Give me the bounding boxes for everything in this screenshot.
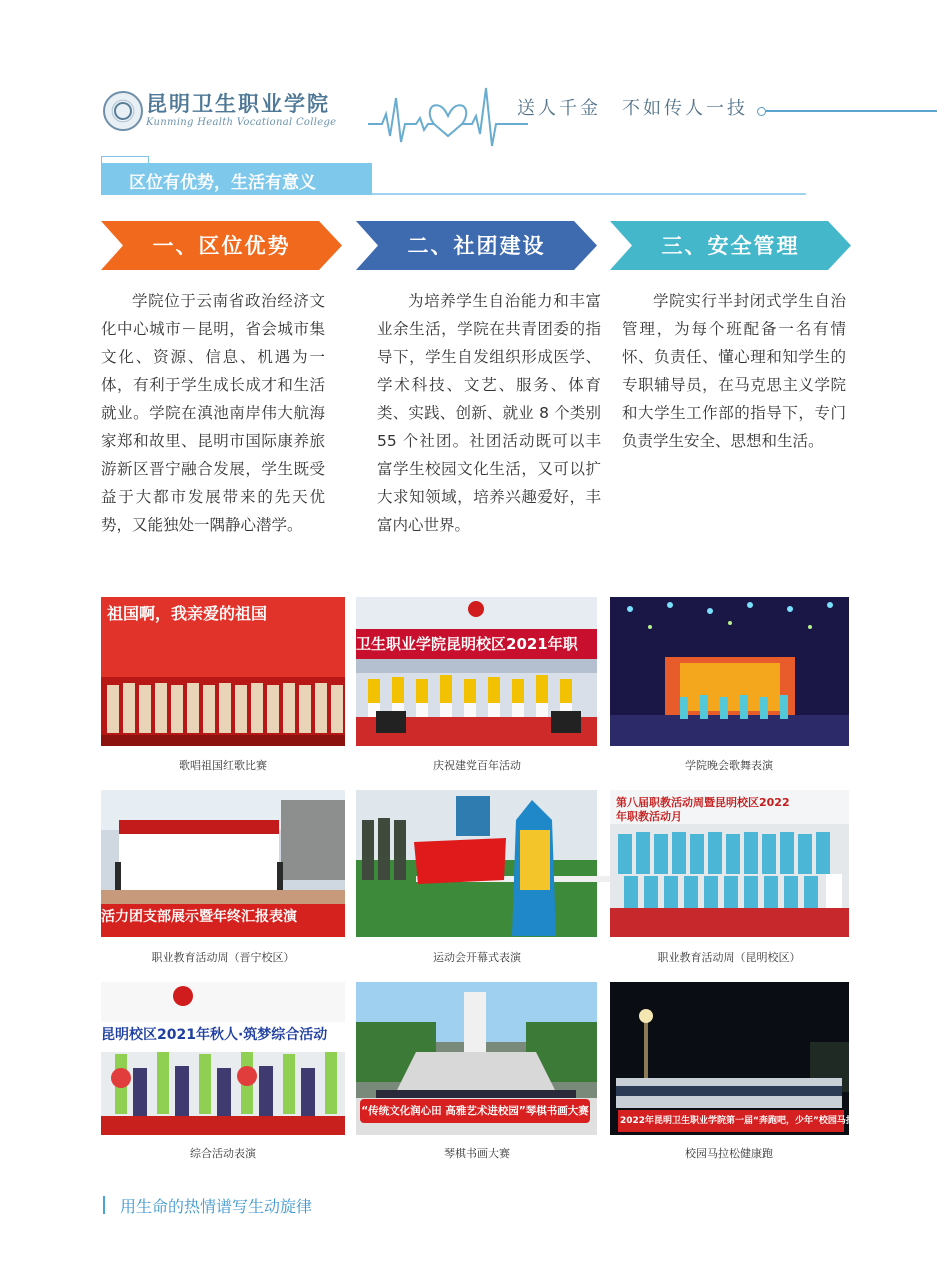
photo-banner-8: “传统文化润心田 高雅艺术进校园”琴棋书画大赛 [360, 1099, 590, 1123]
photo-banner-6: 第八届职教活动周暨昆明校区2022年职教活动月 [616, 796, 790, 823]
caption-comprehensive-performance: 综合活动表演 [190, 1147, 256, 1160]
photo-art-contest [356, 982, 597, 1135]
photo-banner-1: 祖国啊，我亲爱的祖国 [107, 604, 268, 623]
photo-evening-gala [610, 597, 849, 746]
heading-location: 一、区位优势 [152, 234, 291, 258]
photo-vocational-week-kunming [610, 790, 849, 937]
footer-bar [103, 1196, 105, 1214]
photo-banner-2: 卫生职业学院昆明校区2021年职 [356, 635, 578, 653]
location-paragraph: 学院位于云南省政治经济文化中心城市－昆明，省会城市集文化、资源、信息、机遇为一体，有利于学生成长成才和生活就业。学院在滇池南岸伟大航海家郑和故里、昆明市国际康养旅游新区晋宁融合发展，学生既受益于大都市发展带来的先天优势，又能独处一隅静心潜学。 [101, 292, 325, 534]
caption-sports-opening: 运动会开幕式表演 [433, 951, 521, 964]
photo-banner-9: 2022年昆明卫生职业学院第一届“奔跑吧，少年”校园马拉松健康跑 [620, 1116, 891, 1126]
slogan-rule [766, 110, 937, 112]
school-name-en: Kunming Health Vocational College [146, 117, 337, 128]
slogan-dot-icon [757, 107, 766, 116]
clubs-paragraph: 为培养学生自治能力和丰富业余生活，学院在共青团委的指导下，学生自发组织形成医学、学术科技、文艺、服务、体育类、实践、创新、就业 8 个类别 55 个社团。社团活动既可以丰富学生校园文化生活，又可以扩大求知领域，培养兴趣爱好，丰富内心世界。 [377, 292, 601, 534]
header-slogan: 送人千金 不如传人一技 [517, 98, 748, 119]
column-location [101, 287, 325, 539]
caption-evening-gala: 学院晚会歌舞表演 [685, 759, 773, 772]
heading-arrow-location [101, 221, 342, 270]
caption-art-contest: 琴棋书画大赛 [444, 1147, 510, 1160]
photo-party-centenary [356, 597, 597, 746]
heading-safety: 三、安全管理 [661, 234, 800, 258]
caption-vocational-week-jinning: 职业教育活动周（晋宁校区） [151, 951, 295, 964]
heading-arrow-clubs [356, 221, 597, 270]
caption-vocational-week-kunming: 职业教育活动周（昆明校区） [657, 951, 801, 964]
photo-banner-4: 活力团支部展示暨年终汇报表演 [101, 909, 297, 925]
photo-campus-marathon [610, 982, 891, 1135]
college-logo-seal [103, 91, 143, 131]
section-title-bar [101, 163, 372, 195]
caption-red-song-contest: 歌唱祖国红歌比赛 [179, 759, 267, 772]
heading-arrow-safety [610, 221, 851, 270]
safety-paragraph: 学院实行半封闭式学生自治管理，为每个班配备一名有情怀、负责任、懂心理和知学生的专职辅导员，在马克思主义学院和大学生工作部的指导下，专门负责学生安全、思想和生活。 [622, 292, 846, 450]
heading-clubs: 二、社团建设 [407, 234, 546, 258]
school-name-cn: 昆明卫生职业学院 [146, 91, 330, 116]
photo-red-song-contest [101, 597, 345, 746]
photo-vocational-week-jinning [101, 790, 345, 937]
column-safety [622, 287, 846, 455]
caption-party-centenary: 庆祝建党百年活动 [433, 759, 521, 772]
photo-banner-7: 昆明校区2021年秋人·筑梦综合活动 [101, 1027, 328, 1043]
photo-sports-opening [356, 790, 597, 937]
column-clubs [377, 287, 601, 539]
section-rule [372, 193, 806, 195]
caption-campus-marathon: 校园马拉松健康跑 [685, 1147, 773, 1160]
section-title: 区位有优势，生活有意义 [129, 173, 316, 193]
photo-comprehensive-performance [101, 982, 345, 1135]
heartbeat-line-icon [368, 84, 528, 148]
footer-slogan: 用生命的热情谱写生动旋律 [120, 1197, 313, 1216]
